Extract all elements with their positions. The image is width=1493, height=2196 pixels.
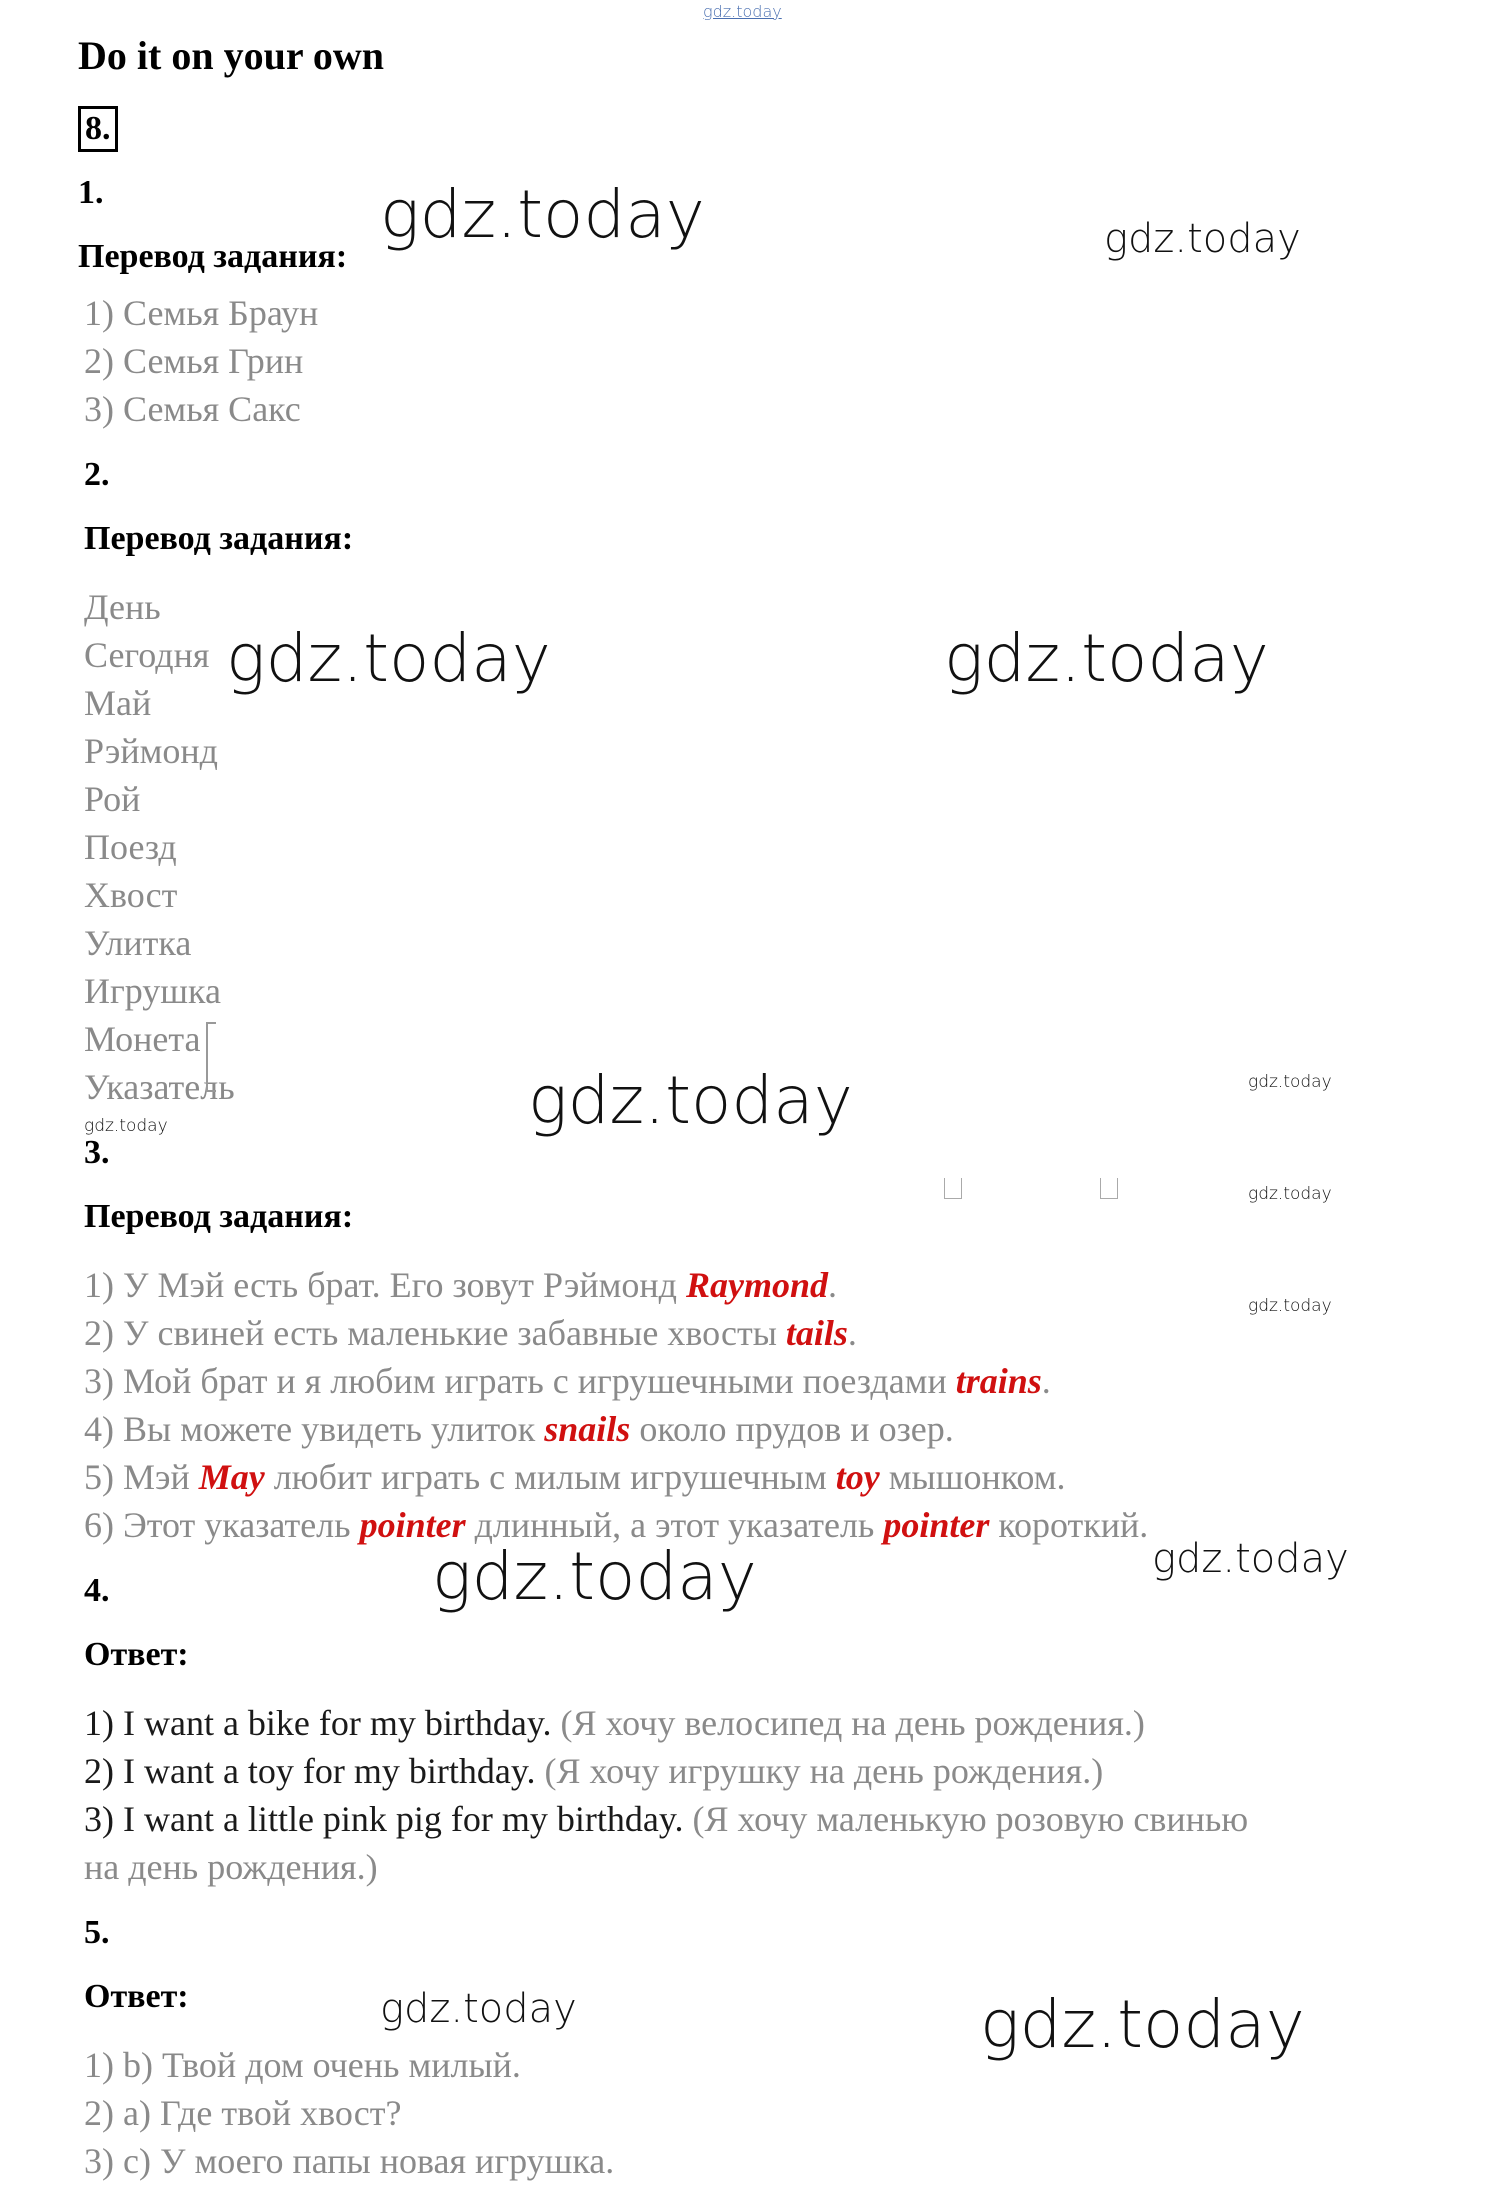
answer-line-continuation: на день рождения.) bbox=[84, 1847, 378, 1887]
watermark: gdz.today bbox=[1104, 216, 1301, 262]
watermark: gdz.today bbox=[226, 620, 551, 697]
watermark: gdz.today bbox=[1248, 1296, 1332, 1316]
translation-line: 5) Мэй May любит играть с милым игрушечным toy мышонком. bbox=[84, 1457, 1066, 1497]
watermark: gdz.today bbox=[1152, 1536, 1349, 1582]
section-5-number: 5. bbox=[84, 1914, 110, 1951]
vocab-item: Указатель bbox=[84, 1067, 235, 1107]
vocab-item: Рэймонд bbox=[84, 731, 218, 771]
answer-line: 1) b) Твой дом очень милый. bbox=[84, 2045, 521, 2085]
section-1-line: 3) Семья Сакс bbox=[84, 389, 301, 429]
answer-line: 3) I want a little pink pig for my birthday. (Я хочу маленькую розовую свинью bbox=[84, 1799, 1249, 1839]
vocab-item: Сегодня bbox=[84, 635, 210, 675]
section-4-label: Ответ: bbox=[84, 1636, 189, 1673]
answer-line: 1) I want a bike for my birthday. (Я хочу велосипед на день рождения.) bbox=[84, 1703, 1145, 1743]
answer-line: 2) I want a toy for my birthday. (Я хочу игрушку на день рождения.) bbox=[84, 1751, 1104, 1791]
vocab-item: День bbox=[84, 587, 161, 627]
watermark: gdz.today bbox=[1248, 1072, 1332, 1092]
page-title: Do it on your own bbox=[78, 33, 384, 78]
watermark: gdz.today bbox=[944, 620, 1269, 697]
watermark: gdz.today bbox=[84, 1116, 168, 1136]
section-3-label: Перевод задания: bbox=[84, 1198, 354, 1235]
translation-line: 3) Мой брат и я любим играть с игрушечными поездами trains. bbox=[84, 1361, 1051, 1401]
vocab-item: Улитка bbox=[84, 923, 192, 963]
watermark: gdz.today bbox=[380, 1986, 577, 2032]
translation-line: 6) Этот указатель pointer длинный, а этот указатель pointer короткий. bbox=[84, 1505, 1149, 1545]
section-1-number: 1. bbox=[78, 174, 104, 211]
vocab-item: Поезд bbox=[84, 827, 177, 867]
section-5-label: Ответ: bbox=[84, 1978, 189, 2015]
translation-line: 4) Вы можете увидеть улиток snails около прудов и озер. bbox=[84, 1409, 954, 1449]
answer-line: 3) c) У моего папы новая игрушка. bbox=[84, 2141, 615, 2181]
exercise-number: 8. bbox=[78, 106, 118, 152]
translation-line: 1) У Мэй есть брат. Его зовут Рэймонд Raymond. bbox=[84, 1265, 837, 1305]
vocab-item: Хвост bbox=[84, 875, 178, 915]
section-3-number: 3. bbox=[84, 1134, 110, 1171]
vocab-item: Рой bbox=[84, 779, 141, 819]
watermark: gdz.today bbox=[380, 176, 705, 253]
top-watermark: gdz.today bbox=[703, 2, 782, 21]
scan-artifact bbox=[1100, 1178, 1118, 1199]
scan-artifact bbox=[944, 1178, 962, 1199]
translation-line: 2) У свиней есть маленькие забавные хвосты tails. bbox=[84, 1313, 857, 1353]
section-4-number: 4. bbox=[84, 1572, 110, 1609]
vocab-item: Май bbox=[84, 683, 152, 723]
watermark: gdz.today bbox=[1248, 1184, 1332, 1204]
vocab-item: Игрушка bbox=[84, 971, 221, 1011]
watermark: gdz.today bbox=[980, 1986, 1305, 2063]
section-2-number: 2. bbox=[84, 456, 110, 493]
section-1-line: 1) Семья Браун bbox=[84, 293, 319, 333]
section-1-line: 2) Семья Грин bbox=[84, 341, 304, 381]
vocab-item: Монета bbox=[84, 1019, 201, 1059]
answer-line: 2) a) Где твой хвост? bbox=[84, 2093, 402, 2133]
watermark: gdz.today bbox=[528, 1062, 853, 1139]
section-2-label: Перевод задания: bbox=[84, 520, 354, 557]
scan-artifact-bracket bbox=[206, 1022, 216, 1092]
section-1-label: Перевод задания: bbox=[78, 238, 348, 275]
watermark: gdz.today bbox=[432, 1538, 757, 1615]
